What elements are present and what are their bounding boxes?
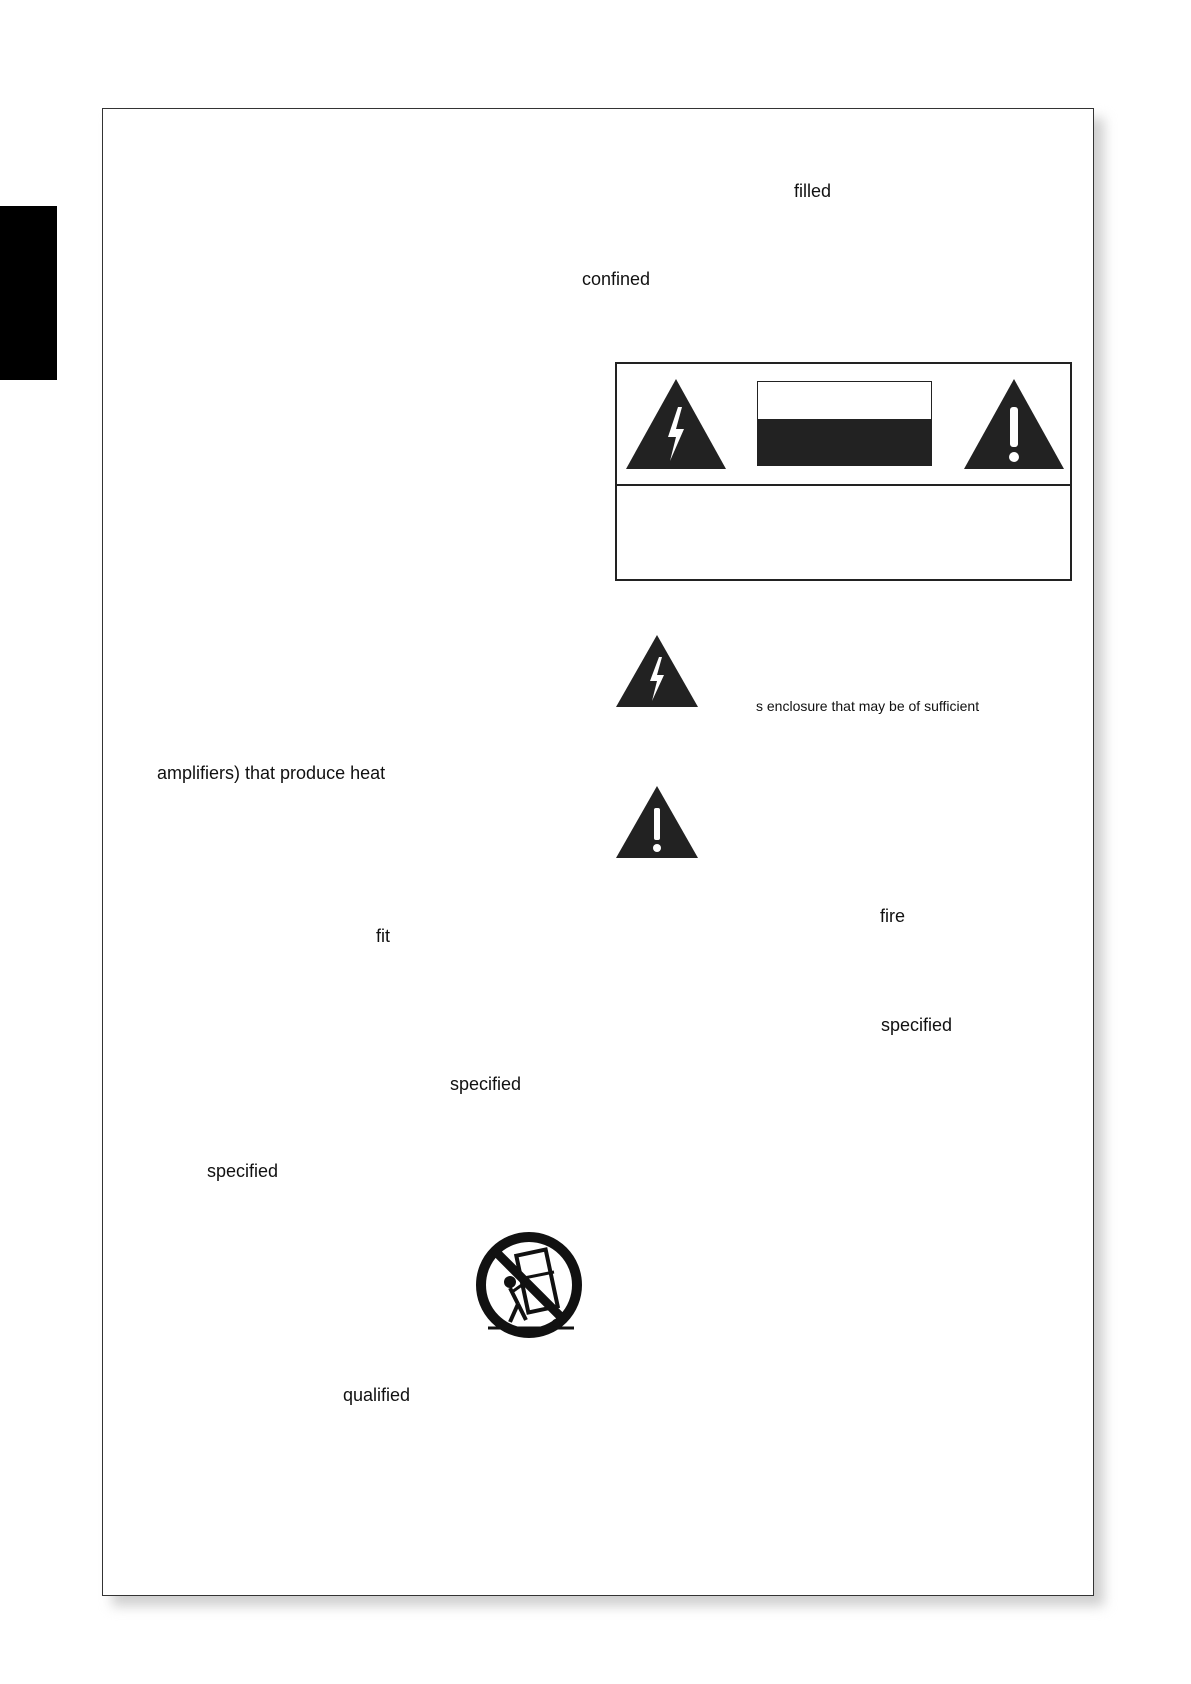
exclamation-warning-icon — [962, 377, 1066, 471]
text-specified-left-2: specified — [207, 1161, 279, 1181]
lightning-warning-icon — [614, 633, 700, 709]
cart-warning-icon — [474, 1230, 584, 1340]
caution-divider — [617, 484, 1070, 486]
caution-box — [615, 362, 1072, 581]
lightning-warning-icon — [624, 377, 728, 471]
exclamation-warning-icon — [614, 784, 700, 860]
text-fit: fit — [376, 926, 391, 946]
text-fire: fire — [880, 906, 906, 926]
caution-label-dark-band — [758, 419, 931, 465]
side-tab-marker — [0, 206, 57, 380]
text-qualified: qualified — [343, 1385, 411, 1405]
text-specified-left-1: specified — [450, 1074, 522, 1094]
text-specified-right: specified — [881, 1015, 953, 1035]
text-enclosure: s enclosure that may be of sufficient — [756, 698, 980, 714]
page-frame — [102, 108, 1094, 1596]
text-amplifiers: amplifiers) that produce heat — [157, 763, 386, 783]
caution-label — [757, 381, 932, 466]
text-confined: confined — [582, 269, 651, 289]
text-filled: filled — [794, 181, 832, 201]
